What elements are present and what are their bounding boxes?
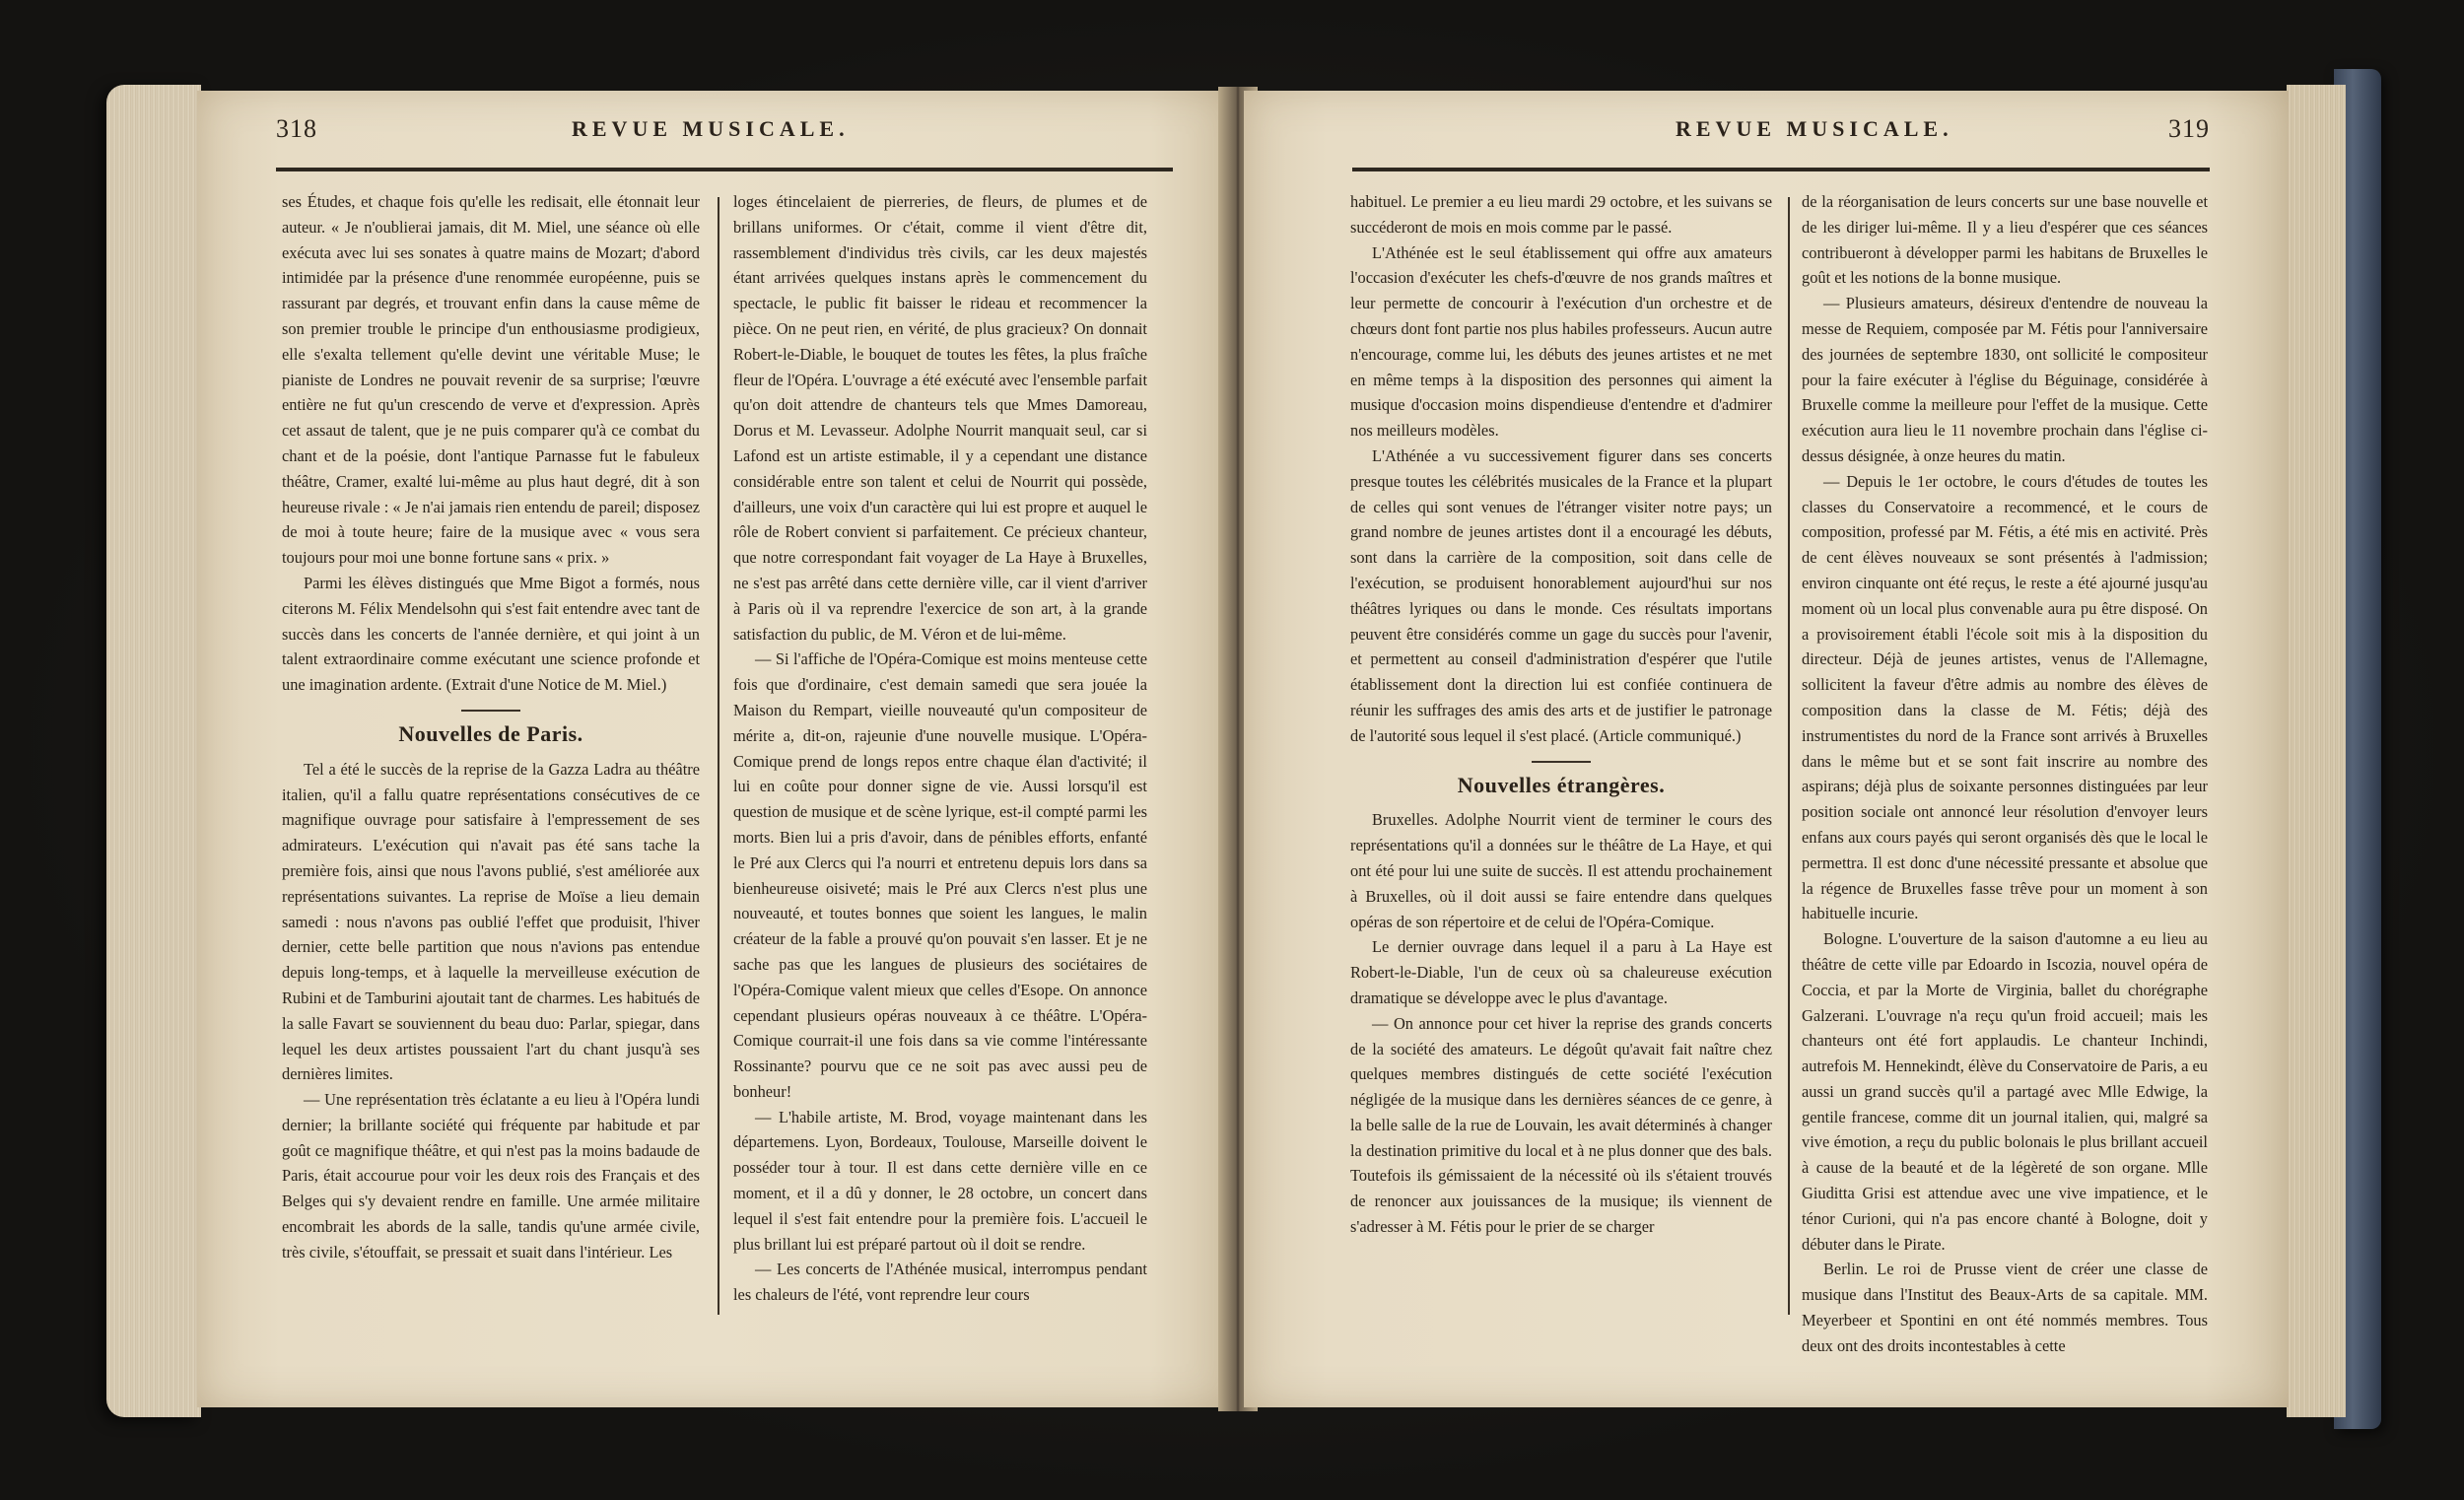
- paragraph: — Les concerts de l'Athénée musical, interrompus pendant les chaleurs de l'été, vont reprendre leur cours: [733, 1260, 1147, 1305]
- left-column-1: [282, 189, 700, 1265]
- section-title: Nouvelles étrangères.: [1457, 772, 1666, 797]
- left-page: [197, 91, 1232, 1407]
- right-column-1: [1350, 189, 1772, 1240]
- section-title: Nouvelles de Paris.: [398, 720, 583, 746]
- running-title: REVUE MUSICALE.: [1676, 116, 1953, 141]
- running-title: REVUE MUSICALE.: [572, 116, 850, 141]
- right-column-2: [1802, 189, 2208, 1359]
- paragraph: — Plusieurs amateurs, désireux d'entendre de nouveau la messe de Requiem, composée par M. Fétis pour l'anniversaire des journées de septembre 1830, ont sollicité le compositeur pour la faire exécuter à l'église du Béguinage, considérée à Bruxelle comme la meilleure pour l'effet de la musique. Cette exécution aura lieu le 11 novembre prochain dans l'église ci-dessus désignée, à onze heures du matin.: [1802, 294, 2208, 465]
- page-stack-left: [106, 85, 201, 1417]
- page-stack-right: [2287, 85, 2346, 1417]
- page-number: 318: [276, 114, 317, 143]
- column-divider: [1788, 197, 1790, 1315]
- paragraph: — L'habile artiste, M. Brod, voyage maintenant dans les départemens. Lyon, Bordeaux, Toulouse, Marseille doivent le posséder tour à tour. Il est dans cette dernière ville en ce moment, et il a dû y donner, le 28 octobre, un concert dans lequel il s'est fait entendre pour la première fois. L'accueil le plus brillant lui est préparé partout où il doit se rendre.: [733, 1107, 1147, 1254]
- section-divider: [1532, 761, 1591, 763]
- paragraph: ses Études, et chaque fois qu'elle les redisait, elle étonnait leur auteur. « Je n'oublierai jamais, dit M. Miel, une séance où elle exécuta avec lui ses sonates à quatre mains de Mozart; d'abord intimidée par la présence d'une renommée européenne, puis se rassurant par degrés, et trouvant enfin dans la cause même de son premier trouble le principe d'un enthousiasme prodigieux, elle s'exalta tellement qu'elle devint une véritable Muse; le pianiste de Londres ne pouvait revenir de sa surprise; l'œuvre entière ne fut qu'un crescendo de verve et d'expression. Après cet assaut de talent, que je ne puis comparer qu'à ce combat du chant et de la poésie, dont l'antique Parnasse fut le fabuleux théâtre, Cramer, exalté lui-même au plus haut degré, dit à son heureuse rivale : « Je n'ai jamais rien entendu de pareil; disposez de moi à toute heure; faire de la musique avec « vous sera toujours pour moi une bonne fortune sans « prix. »: [282, 192, 700, 568]
- paragraph: L'Athénée a vu successivement figurer dans ses concerts presque toutes les célébrités musicales de la France et la plupart de celles qui sont venues de l'étranger visiter notre pays; un grand nombre de jeunes artistes dont il a encouragé les débuts, sont dans la carrière de la composition, soit dans celle de l'exécution, se produisent honorablement aujourd'hui sur nos théâtres lyriques ou dans le monde. Ces résultats importans peuvent être considérés comme un gage du succès pour l'avenir, et permettent au conseil d'administration d'espérer que l'utile établissement dont la direction lui est confiée continuera de réunir les suffrages des amis des arts et de justifier le patronage de l'autorité sous lequel il s'est placé. (Article communiqué.): [1350, 445, 1772, 745]
- paragraph: Le dernier ouvrage dans lequel il a paru à La Haye est Robert-le-Diable, l'un de ceux où sa chaleureuse exécution dramatique se développe avec le plus d'avantage.: [1350, 937, 1772, 1007]
- paragraph: Bruxelles. Adolphe Nourrit vient de terminer le cours des représentations qu'il a données sur le théâtre de La Haye, et qui ont été pour lui une suite de succès. Il est attendu prochainement à Bruxelles, où il doit aussi se faire entendre dans quelques opéras de son répertoire et de celui de l'Opéra-Comique.: [1350, 810, 1772, 931]
- header-rule: [1352, 168, 2210, 171]
- header-rule: [276, 168, 1173, 171]
- paragraph: — Une représentation très éclatante a eu lieu à l'Opéra lundi dernier; la brillante société qui fréquente par habitude et par goût ce magnifique théâtre, et qui n'est pas la moins badaude de Paris, était accourue pour voir les deux rois des Français et des Belges qui s'y devaient rendre en famille. Une armée militaire encombrait les abords de la salle, tandis qu'une armée civile, très civile, s'étouffait, se pressait et suait dans l'intérieur. Les: [282, 1090, 700, 1261]
- page-number: 319: [2168, 114, 2210, 143]
- paragraph: Berlin. Le roi de Prusse vient de créer une classe de musique dans l'Institut des Beaux-Arts de sa capitale. MM. Meyerbeer et Spontini en ont été nommés membres. Tous deux ont des droits incontestables à cette: [1802, 1260, 2208, 1355]
- section-divider: [461, 710, 520, 712]
- paragraph: habituel. Le premier a eu lieu mardi 29 octobre, et les suivans se succéderont de mois en mois comme par le passé.: [1350, 192, 1772, 237]
- paragraph: loges étincelaient de pierreries, de fleurs, de plumes et de brillans uniformes. Or c'était, comme il vient d'être dit, rassemblement d'individus très civils, car les deux majestés étant arrivées quelques instans après le commencement du spectacle, le public fit baisser le rideau et recommencer la pièce. On ne peut rien, en vérité, de plus gracieux? On donnait Robert-le-Diable, le bouquet de toutes les fêtes, la plus fraîche fleur de l'Opéra. L'ouvrage a été exécuté avec l'ensemble parfait qu'on doit attendre de chanteurs tels que Mmes Damoreau, Dorus et M. Levasseur. Adolphe Nourrit manquait seul, car si Lafond est un artiste estimable, il y a cependant une distance considérable entre son talent et celui de Nourrit qui possède, d'ailleurs, une voix d'un caractère qui lui est propre et auquel le rôle de Robert convient si parfaitement. Ce précieux chanteur, que notre correspondant fait voyager de La Haye à Bruxelles, ne s'est pas arrêté dans cette dernière ville, car il vient d'arriver à Paris où il va reprendre l'exercice de son art, à la grande satisfaction du public, de M. Véron et de lui-même.: [733, 192, 1147, 644]
- paragraph: Bologne. L'ouverture de la saison d'automne a eu lieu au théâtre de cette ville par Edoardo in Iscozia, nouvel opéra de Coccia, et par la Morte de Virginia, ballet du chorégraphe Galzerani. L'ouvrage n'a reçu qu'un froid accueil; mais les chanteurs ont été fort applaudis. Le chanteur Inchindi, autrefois M. Hennekindt, élève du Conservatoire de Paris, a eu aussi un grand succès qu'il a partagé avec Mlle Edwige, la gentile francese, comme dit un journal italien, qui, malgré sa vive émotion, a reçu du public bolonais le plus brillant accueil à cause de la beauté et de la légèreté de son organe. Mlle Giuditta Grisi est attendue avec une vive impatience, et le ténor Curioni, qui n'a pas encore chanté à Bologne, doit y débuter dans le Pirate.: [1802, 929, 2208, 1254]
- paragraph: de la réorganisation de leurs concerts sur une base nouvelle et de les diriger lui-même. Il y a lieu d'espérer que ces séances contribueront à développer parmi les habitans de Bruxelles le goût et les notions de la bonne musique.: [1802, 192, 2208, 288]
- paragraph: Tel a été le succès de la reprise de la Gazza Ladra au théâtre italien, qu'il a fallu quatre représentations consécutives de ce magnifique ouvrage pour satisfaire à l'empressement de ses admirateurs. L'exécution qui n'avait pas été sans tache la première fois, ainsi que nous l'avons publié, s'est améliorée aux représentations suivantes. La reprise de Moïse a lieu demain samedi : nous n'avons pas oublié l'effet que produisit, l'hiver dernier, cette belle partition que nous n'avions pas entendue depuis long-temps, et à laquelle la merveilleuse exécution de Rubini et de Tamburini ajoutait tant de charmes. Les habitués de la salle Favart se souviennent du beau duo: Parlar, spiegar, dans lequel les deux artistes poussaient l'art du chant jusqu'à ses dernières limites.: [282, 759, 700, 1084]
- paragraph: Parmi les élèves distingués que Mme Bigot a formés, nous citerons M. Félix Mendelsohn qui s'est fait entendre avec tant de succès dans les concerts de l'année dernière, et qui joint à un talent extraordinaire comme exécutant une science profonde et une imagination ardente. (Extrait d'une Notice de M. Miel.): [282, 573, 700, 695]
- running-header-left: [276, 108, 1173, 148]
- paragraph: — On annonce pour cet hiver la reprise des grands concerts de la société des amateurs. Le dégoût qu'avait fait naître chez quelques membres distingués de cette société l'exécution négligée de la musique dans les dernières séances de ce genre, à la belle salle de la rue de Louvain, les avait déterminés à changer la destination primitive du local et à ne plus donner que des bals. Toutefois ils gémissaient de la nécessité où ils s'étaient trouvés de renoncer aux jouissances de la musique; ils viennent de s'adresser à M. Fétis pour le prier de se charger: [1350, 1013, 1772, 1237]
- running-header-right: [1333, 108, 2210, 148]
- right-page: [1244, 91, 2289, 1407]
- paragraph: — Si l'affiche de l'Opéra-Comique est moins menteuse cette fois que d'ordinaire, c'est demain samedi que sera jouée la Maison du Rempart, vieille nouveauté qu'un compositeur de mérite a, dit-on, rajeunie d'une nouvelle musique. L'Opéra-Comique prend de longs repos entre chaque élan d'activité; il lui en coûte pour donner signe de vie. Aussi lorsqu'il est question de musique et de scène lyrique, est-il compté parmi les morts. Bien lui a pris d'avoir, dans de pénibles efforts, enfanté le Pré aux Clercs qui l'a nourri et entretenu depuis lors dans sa bienheureuse oisiveté; mais le Pré aux Clercs n'est plus une nouveauté, et toutes bonnes que soient les langues, le malin créateur de la fable a prouvé qu'on pouvait s'en lasser. Et je ne sache pas que les langues de plusieurs des sociétaires de l'Opéra-Comique valent mieux que celles d'Esope. On annonce cependant plusieurs opéras nouveaux à ce théâtre. L'Opéra-Comique courrait-il une fois dans sa vie comme l'intéressante Rossinante? pourvu que ce ne soit pas avec aussi peu de bonheur!: [733, 649, 1147, 1101]
- left-column-2: [733, 189, 1147, 1308]
- column-divider: [718, 197, 719, 1315]
- paragraph: L'Athénée est le seul établissement qui offre aux amateurs l'occasion d'exécuter les chefs-d'œuvre de nos grands maîtres et leur permette de concourir à l'exécution d'un orchestre et de chœurs dont font partie nos plus habiles professeurs. Aucun autre n'encourage, comme lui, les débuts des jeunes artistes et ne met en même temps à la disposition des personnes qui aiment la musique d'occasion moins dispendieuse d'entendre et d'admirer nos meilleurs modèles.: [1350, 242, 1772, 441]
- paragraph: — Depuis le 1er octobre, le cours d'études de toutes les classes du Conservatoire a recommencé, et le cours de composition, professé par M. Fétis, a été mis en activité. Près de cent élèves nouveaux se sont présentés à l'admission; environ cinquante ont été reçus, le reste a été ajourné jusqu'au moment où un local plus convenable aura pu être disposé. On a provisoirement établi l'école soit mis à la disposition du directeur. Déjà de jeunes artistes, venus de l'Allemagne, sollicitent la faveur d'être admis au nombre des élèves de composition dans la classe de M. Fétis; déjà des instrumentistes du nord de la France sont arrivés à Bruxelles dans le même but et se sont fait inscrire au nombre des aspirans; déjà plus de soixante personnes distinguées par leur position sociale ont annoncé leur résolution d'envoyer leurs enfans aux cours payés qui seront organisés dès que le local le permettra. Il est donc d'une nécessité pressante et absolue que la régence de Bruxelles fasse trêve pour un moment à son habituelle incurie.: [1802, 471, 2208, 923]
